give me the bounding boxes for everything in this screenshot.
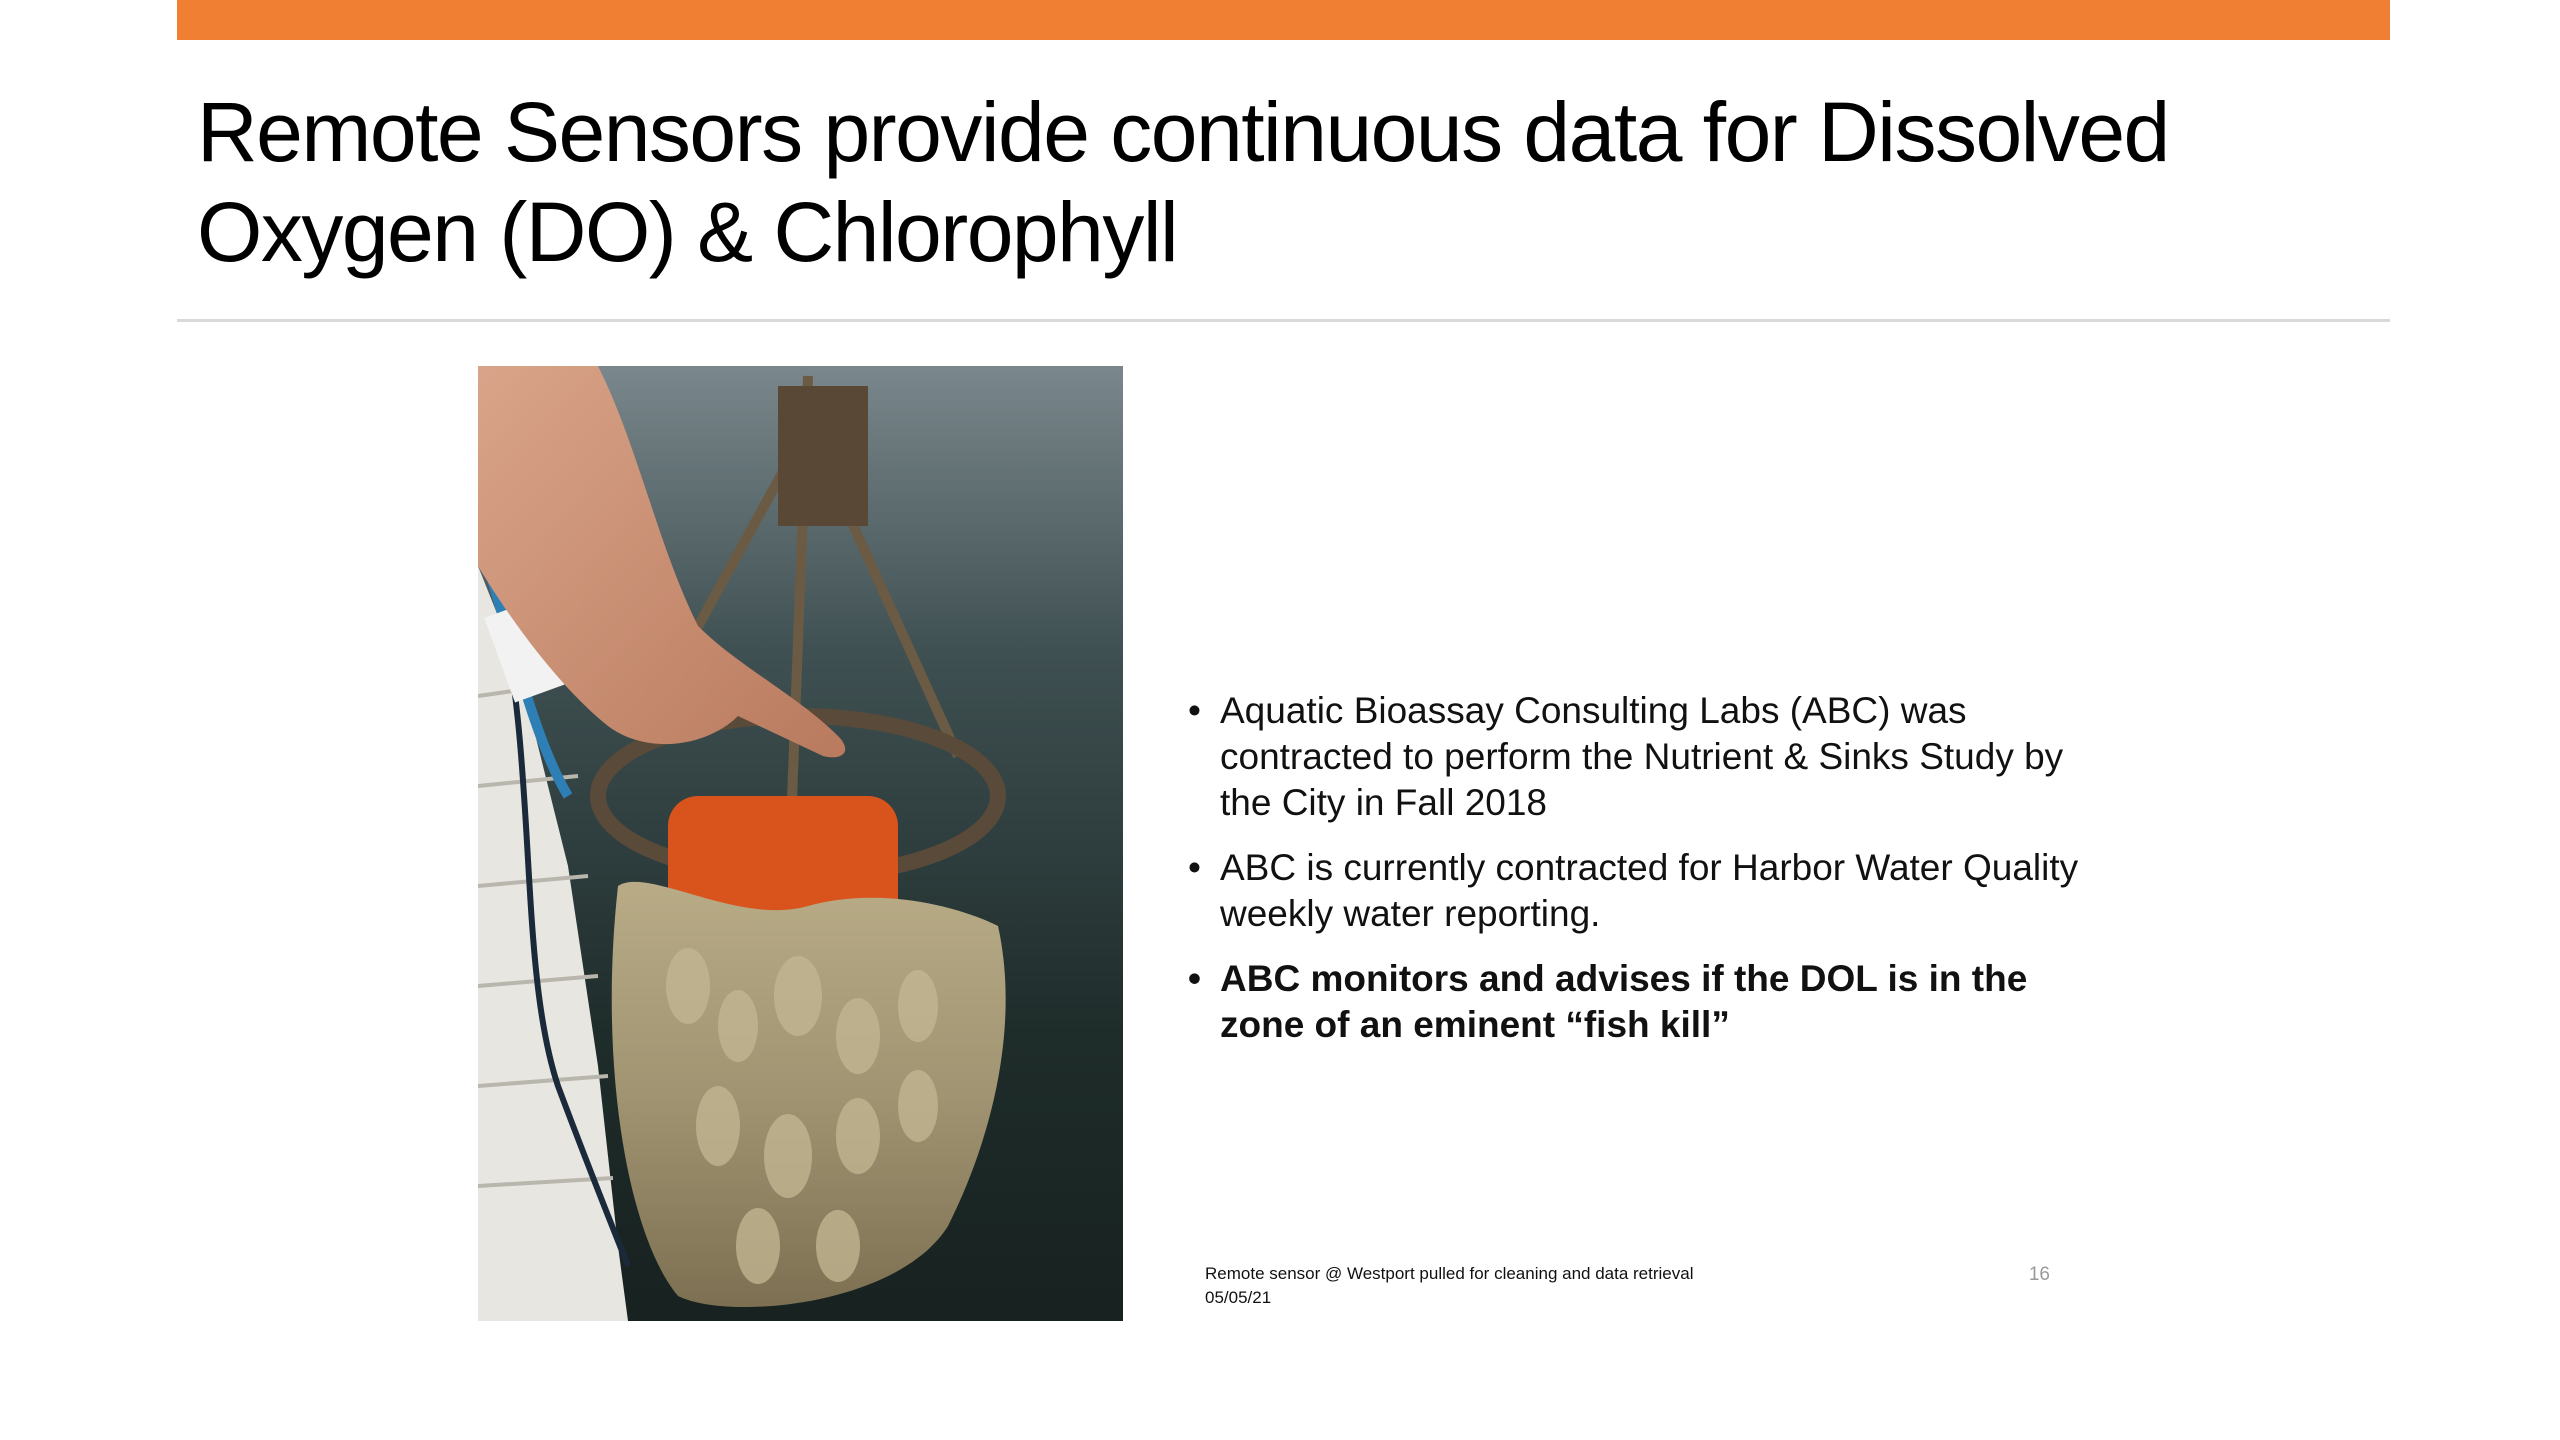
bullet-marker: • bbox=[1188, 690, 1201, 731]
bullet-text: ABC is currently contracted for Harbor Water Quality weekly water reporting. bbox=[1220, 847, 2079, 934]
bullet-item bbox=[1188, 845, 2118, 937]
accent-bar bbox=[177, 0, 2390, 40]
photo-illustration bbox=[478, 366, 1123, 1321]
slide-title bbox=[197, 82, 2347, 282]
slide-title-line-2: Oxygen (DO) & Chlorophyll bbox=[197, 185, 1178, 279]
bullet-item-bold bbox=[1188, 956, 2118, 1048]
bullet-item bbox=[1188, 688, 2118, 826]
remote-sensor-photo bbox=[478, 366, 1123, 1321]
caption-line-1: Remote sensor @ Westport pulled for cleaning and data retrieval bbox=[1205, 1264, 1694, 1283]
bullet-marker: • bbox=[1188, 847, 1201, 888]
bullet-text: Aquatic Bioassay Consulting Labs (ABC) was contracted to perform the Nutrient & Sinks Study by the City in Fall 2018 bbox=[1220, 690, 2064, 823]
title-divider bbox=[177, 319, 2390, 322]
slide-title-line-1: Remote Sensors provide continuous data for Dissolved bbox=[197, 85, 2169, 179]
page-number: 16 bbox=[2028, 1264, 2050, 1285]
bullet-marker: • bbox=[1188, 958, 1201, 999]
bullet-text: ABC monitors and advises if the DOL is in the zone of an eminent “fish kill” bbox=[1220, 958, 2028, 1045]
photo-caption bbox=[1205, 1262, 1905, 1310]
caption-line-2: 05/05/21 bbox=[1205, 1288, 1272, 1307]
bullet-list bbox=[1188, 688, 2118, 1067]
